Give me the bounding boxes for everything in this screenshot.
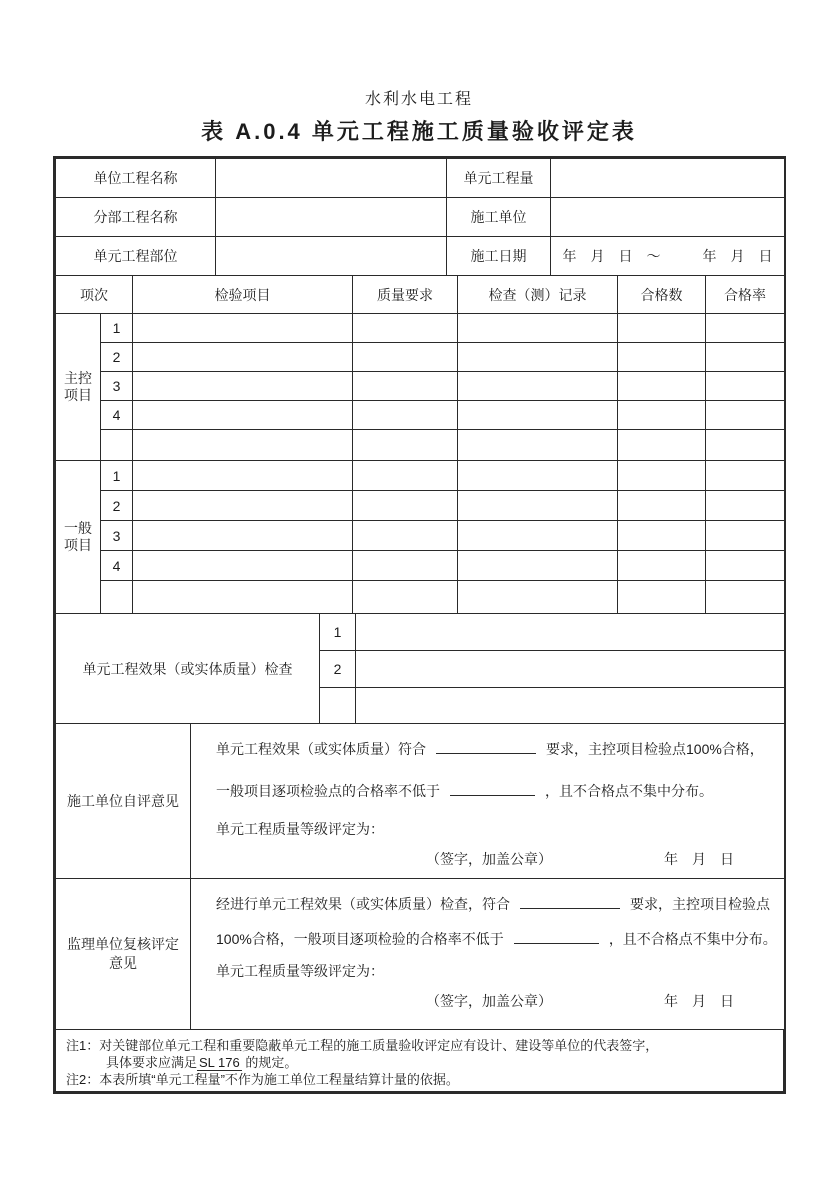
row-number: 4 xyxy=(101,551,133,581)
input-cell[interactable] xyxy=(458,581,618,614)
input-cell[interactable] xyxy=(353,314,458,343)
col-header-check-record: 检查（测）记录 xyxy=(458,276,618,314)
input-cell[interactable] xyxy=(706,461,785,491)
note-1: 注1：对关键部位单元工程和重要隐蔽单元工程的施工质量验收评定应有设计、建设等单位的代表签字， xyxy=(66,1038,659,1053)
unit-project-name-field[interactable] xyxy=(216,159,447,198)
row-number: 3 xyxy=(101,521,133,551)
self-assessment-line1: 单元工程效果（或实体质量）符合 要求，主控项目检验点100%合格， xyxy=(216,741,764,757)
construction-date-label: 施工日期 xyxy=(447,237,551,276)
notes-block xyxy=(56,1030,783,1088)
review-line3: 单元工程质量等级评定为： xyxy=(216,963,384,979)
input-cell[interactable] xyxy=(353,461,458,491)
table-row xyxy=(56,614,785,651)
date-label[interactable]: 年 月 日 xyxy=(664,851,734,867)
input-cell[interactable] xyxy=(133,461,353,491)
input-cell[interactable] xyxy=(618,372,706,401)
effect-check-table xyxy=(55,613,785,724)
main-control-group-label: 主控项目 xyxy=(56,314,101,461)
info-table xyxy=(55,158,785,276)
col-header-qualified-rate: 合格率 xyxy=(706,276,785,314)
input-cell[interactable] xyxy=(133,430,353,461)
input-cell[interactable] xyxy=(353,430,458,461)
row-number: 1 xyxy=(101,461,133,491)
date-label[interactable]: 年 月 日 xyxy=(664,993,734,1009)
input-cell[interactable] xyxy=(353,521,458,551)
self-assessment-table xyxy=(55,723,785,879)
table-row xyxy=(56,343,785,372)
notes-table xyxy=(55,1029,784,1092)
note-1-continued: 具体要求应满足 SL 176 的规定。 xyxy=(106,1055,298,1070)
division-project-name-label: 分部工程名称 xyxy=(56,198,216,237)
input-cell[interactable] xyxy=(706,343,785,372)
division-project-name-field[interactable] xyxy=(216,198,447,237)
input-cell[interactable] xyxy=(356,651,785,688)
fill-in-blank[interactable] xyxy=(450,782,535,796)
col-header-quality-requirement: 质量要求 xyxy=(353,276,458,314)
review-line1: 经进行单元工程效果（或实体质量）检查，符合 要求，主控项目检验点 xyxy=(216,896,770,912)
fill-in-blank[interactable] xyxy=(520,895,620,909)
input-cell[interactable] xyxy=(133,491,353,521)
signature-seal-label[interactable]: （签字，加盖公章） xyxy=(426,993,552,1009)
input-cell[interactable] xyxy=(458,491,618,521)
input-cell[interactable] xyxy=(458,314,618,343)
review-sign-row xyxy=(216,992,774,1010)
row-number: 1 xyxy=(101,314,133,343)
self-assessment-line2: 一般项目逐项检验点的合格率不低于 ，且不合格点不集中分布。 xyxy=(216,783,713,799)
document-title: 表 A.0.4 单元工程施工质量验收评定表 xyxy=(201,119,637,144)
document-subtitle: 水利水电工程 xyxy=(364,91,473,108)
review-line2: 100%合格，一般项目逐项检验的合格率不低于 ，且不合格点不集中分布。 xyxy=(216,931,777,947)
self-assessment-sign-row xyxy=(216,850,774,868)
inspection-header-row xyxy=(56,276,785,314)
table-row xyxy=(56,521,785,551)
input-cell[interactable] xyxy=(133,551,353,581)
fill-in-blank[interactable] xyxy=(436,740,536,754)
input-cell[interactable] xyxy=(133,401,353,430)
input-cell[interactable] xyxy=(133,581,353,614)
input-cell[interactable] xyxy=(458,372,618,401)
input-cell[interactable] xyxy=(706,314,785,343)
review-body xyxy=(191,879,784,1010)
table-row xyxy=(56,491,785,521)
input-cell[interactable] xyxy=(706,521,785,551)
input-cell[interactable] xyxy=(133,343,353,372)
review-table xyxy=(55,878,785,1030)
input-cell[interactable] xyxy=(353,401,458,430)
unit-project-part-field[interactable] xyxy=(216,237,447,276)
table-row xyxy=(56,461,785,491)
signature-seal-label[interactable]: （签字，加盖公章） xyxy=(426,851,552,867)
row-number: 2 xyxy=(320,651,356,688)
unit-quantity-field[interactable] xyxy=(551,159,785,198)
input-cell[interactable] xyxy=(356,614,785,651)
col-header-item-no: 项次 xyxy=(56,276,133,314)
table-row xyxy=(56,314,785,343)
info-row xyxy=(56,198,785,237)
input-cell[interactable] xyxy=(618,343,706,372)
col-header-qualified-count: 合格数 xyxy=(618,276,706,314)
input-cell[interactable] xyxy=(133,314,353,343)
self-assessment-body xyxy=(191,724,784,868)
input-cell[interactable] xyxy=(618,314,706,343)
self-assessment-label: 施工单位自评意见 xyxy=(56,724,191,879)
general-group-label: 一般项目 xyxy=(56,461,101,614)
row-number: 2 xyxy=(101,343,133,372)
input-cell[interactable] xyxy=(618,521,706,551)
input-cell[interactable] xyxy=(706,430,785,461)
input-cell[interactable] xyxy=(618,430,706,461)
input-cell[interactable] xyxy=(353,581,458,614)
review-label: 监理单位复核评定意见 xyxy=(56,879,191,1030)
info-row xyxy=(56,237,785,276)
row-number xyxy=(320,688,356,724)
unit-project-part-label: 单元工程部位 xyxy=(56,237,216,276)
input-cell[interactable] xyxy=(353,551,458,581)
row-number xyxy=(101,430,133,461)
row-number xyxy=(101,581,133,614)
input-cell[interactable] xyxy=(458,430,618,461)
acceptance-form xyxy=(53,156,786,1094)
row-number: 1 xyxy=(320,614,356,651)
info-row xyxy=(56,159,785,198)
input-cell[interactable] xyxy=(618,461,706,491)
input-cell[interactable] xyxy=(353,491,458,521)
input-cell[interactable] xyxy=(356,688,785,724)
unit-quantity-label: 单元工程量 xyxy=(447,159,551,198)
input-cell[interactable] xyxy=(458,343,618,372)
row-number: 3 xyxy=(101,372,133,401)
input-cell[interactable] xyxy=(458,521,618,551)
input-cell[interactable] xyxy=(353,343,458,372)
standard-reference: SL 176 xyxy=(199,1055,240,1070)
construction-unit-label: 施工单位 xyxy=(447,198,551,237)
table-row xyxy=(56,551,785,581)
self-assessment-line3: 单元工程质量等级评定为： xyxy=(216,821,384,837)
input-cell[interactable] xyxy=(133,372,353,401)
input-cell[interactable] xyxy=(706,401,785,430)
inspection-table xyxy=(55,275,785,614)
input-cell[interactable] xyxy=(618,491,706,521)
input-cell[interactable] xyxy=(618,551,706,581)
construction-unit-field[interactable] xyxy=(551,198,785,237)
fill-in-blank[interactable] xyxy=(514,930,599,944)
input-cell[interactable] xyxy=(706,491,785,521)
input-cell[interactable] xyxy=(458,401,618,430)
input-cell[interactable] xyxy=(353,372,458,401)
table-row xyxy=(56,372,785,401)
unit-project-name-label: 单位工程名称 xyxy=(56,159,216,198)
effect-check-label: 单元工程效果（或实体质量）检查 xyxy=(56,614,320,724)
construction-date-field[interactable]: 年 月 日 ～ 年 月 日 xyxy=(551,237,785,276)
input-cell[interactable] xyxy=(618,581,706,614)
input-cell[interactable] xyxy=(133,521,353,551)
input-cell[interactable] xyxy=(458,551,618,581)
col-header-inspection-item: 检验项目 xyxy=(133,276,353,314)
input-cell[interactable] xyxy=(706,551,785,581)
input-cell[interactable] xyxy=(618,401,706,430)
input-cell[interactable] xyxy=(458,461,618,491)
row-number: 4 xyxy=(101,401,133,430)
note-2: 注2：本表所填“单元工程量”不作为施工单位工程量结算计量的依据。 xyxy=(66,1072,459,1087)
table-row xyxy=(56,581,785,614)
row-number: 2 xyxy=(101,491,133,521)
input-cell[interactable] xyxy=(706,581,785,614)
table-row xyxy=(56,430,785,461)
input-cell[interactable] xyxy=(706,372,785,401)
table-row xyxy=(56,401,785,430)
